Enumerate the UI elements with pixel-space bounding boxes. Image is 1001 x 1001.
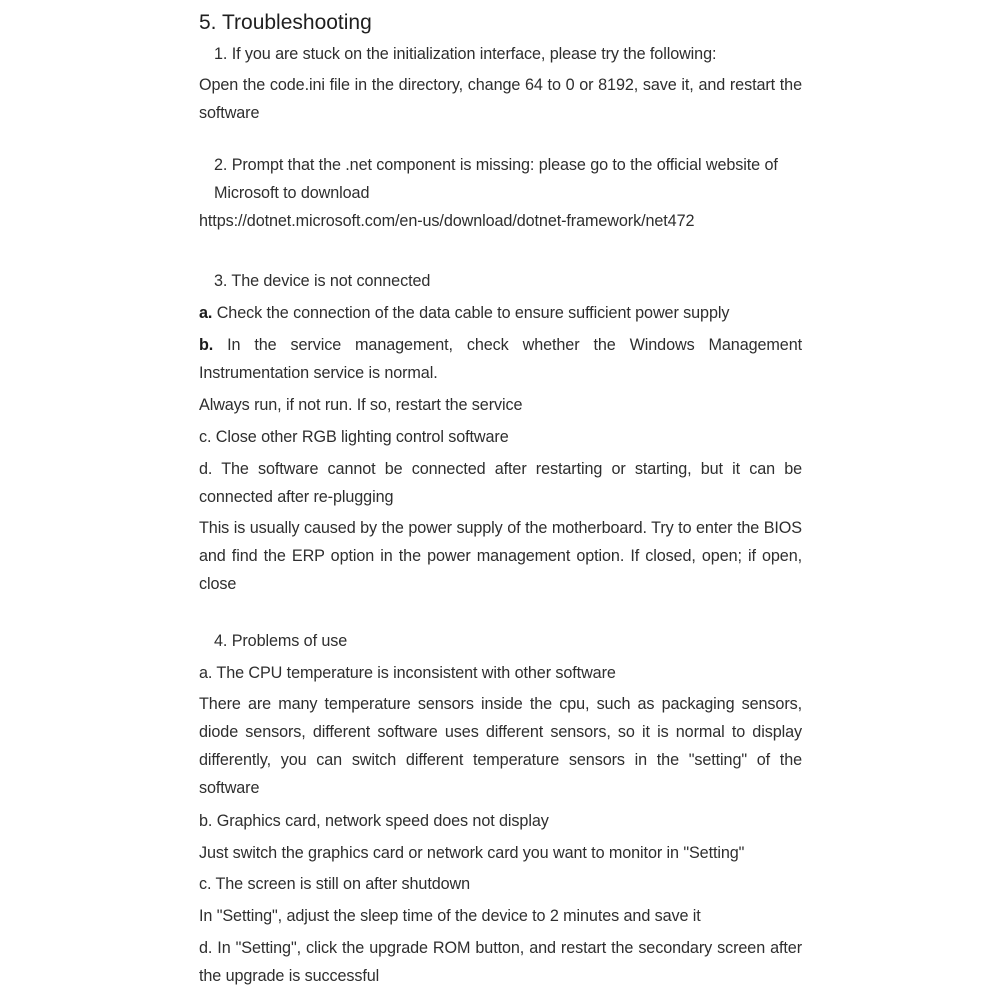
item-3-b-note: Always run, if not run. If so, restart the service (199, 396, 523, 414)
item-3-a (199, 299, 802, 327)
item-3-b-marker: b. (199, 336, 214, 354)
item-4-b-note: Just switch the graphics card or network card you want to monitor in "Setting" (199, 844, 745, 862)
item-4-c: c. The screen is still on after shutdown (199, 875, 471, 893)
item-2-heading-text: 2. Prompt that the .net component is missing: please go to the official website of Microsoft to download (214, 156, 778, 202)
item-3-b (199, 331, 802, 387)
item-3-b-text: In the service management, check whether the Windows Management Instrumentation service is normal. (199, 336, 802, 382)
item-4-c-note: In "Setting", adjust the sleep time of the device to 2 minutes and save it (199, 907, 701, 925)
item-1-heading: 1. If you are stuck on the initialization interface, please try the following: (214, 45, 717, 63)
item-1-body: Open the code.ini file in the directory, change 64 to 0 or 8192, save it, and restart the software (199, 76, 802, 122)
item-2-url: https://dotnet.microsoft.com/en-us/download/dotnet-framework/net472 (199, 212, 695, 230)
item-3-a-text: Check the connection of the data cable to ensure sufficient power supply (212, 304, 730, 322)
item-3-a-marker: a. (199, 304, 213, 322)
item-2-heading (214, 151, 802, 207)
item-4-heading: 4. Problems of use (214, 632, 348, 650)
item-4-a-note: There are many temperature sensors inside the cpu, such as packaging sensors, diode sensors, different software uses different sensors, so it is normal to display differently, you can switch different temperature sensors in the "setting" of the software (199, 695, 802, 797)
item-4-a: a. The CPU temperature is inconsistent with other software (199, 664, 616, 682)
item-3-c: c. Close other RGB lighting control software (199, 428, 509, 446)
item-3-d: d. The software cannot be connected after restarting or starting, but it can be connected after re-plugging (199, 460, 802, 506)
item-4-d: d. In "Setting", click the upgrade ROM button, and restart the secondary screen after the upgrade is successful (199, 939, 802, 985)
item-3-d-note: This is usually caused by the power supply of the motherboard. Try to enter the BIOS and find the ERP option in the power management option. If closed, open; if open, close (199, 519, 802, 593)
section-title: 5. Troubleshooting (199, 11, 372, 34)
item-4-b: b. Graphics card, network speed does not display (199, 812, 549, 830)
item-3-heading: 3. The device is not connected (214, 272, 431, 290)
